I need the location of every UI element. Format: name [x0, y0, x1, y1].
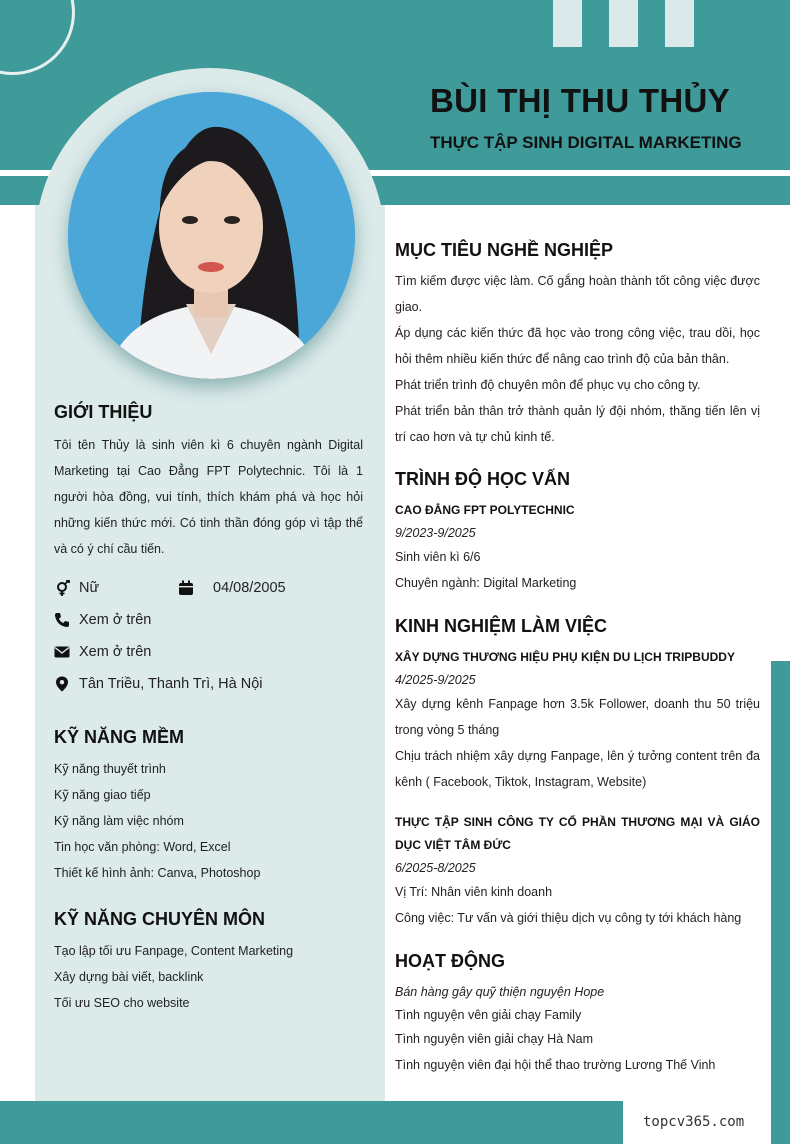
objective-paragraph: Áp dụng các kiến thức đã học vào trong công việc, trau dồi, học hỏi thêm nhiều kiến thức để nâng cao trình độ của bản thân.: [395, 326, 760, 366]
job-detail: Vị Trí: Nhân viên kinh doanh: [395, 885, 553, 899]
email-row: [54, 644, 151, 660]
phone-row: [54, 612, 151, 628]
birthday-value: 04/08/2005: [213, 580, 286, 596]
soft-skills-heading: KỸ NĂNG MỀM: [54, 727, 184, 747]
birthday-row: [178, 580, 286, 596]
phone-value: Xem ở trên: [79, 612, 152, 628]
list-item: Xây dựng bài viết, backlink: [54, 970, 204, 984]
job-period: 6/2025-8/2025: [395, 861, 476, 875]
phone-icon: [54, 612, 70, 628]
job-detail: Công việc: Tư vấn và giới thiệu dịch vụ công ty tới khách hàng: [395, 911, 742, 925]
profile-photo: [68, 92, 355, 379]
education-heading: TRÌNH ĐỘ HỌC VẤN: [395, 469, 570, 489]
education-period: 9/2023-9/2025: [395, 526, 476, 540]
education-line: Chuyên ngành: Digital Marketing: [395, 576, 577, 590]
right-accent-bar: [771, 661, 790, 1144]
job-detail: Chịu trách nhiệm xây dựng Fanpage, lên ý tưởng content trên đa kênh ( Facebook, Tiktok, Instagram, Website): [395, 749, 760, 789]
list-item: Tin học văn phòng: Word, Excel: [54, 840, 231, 854]
address-value: Tân Triều, Thanh Trì, Hà Nội: [79, 676, 263, 692]
experience-heading: KINH NGHIỆM LÀM VIỆC: [395, 616, 608, 636]
gender-icon: [54, 580, 70, 596]
intro-heading: GIỚI THIỆU: [54, 402, 153, 422]
gender-row: [54, 580, 99, 596]
education-line: Sinh viên kì 6/6: [395, 550, 481, 564]
soft-skills-list: [54, 756, 260, 886]
job-org: THỰC TẬP SINH CÔNG TY CỔ PHẦN THƯƠNG MẠI VÀ GIÁO DỤC VIỆT TÂM ĐỨC: [395, 815, 760, 852]
portrait-illustration: [68, 92, 355, 379]
job-detail: Xây dựng kênh Fanpage hơn 3.5k Follower, doanh thu 50 triệu trong vòng 5 tháng: [395, 697, 760, 737]
decorative-bar: [665, 0, 694, 47]
objective-paragraph: Tìm kiếm được việc làm. Cố gắng hoàn thành tốt công việc được giao.: [395, 274, 760, 314]
candidate-name: BÙI THỊ THU THỦY: [430, 82, 730, 119]
footer-band: [0, 1101, 623, 1144]
list-item: Tạo lập tối ưu Fanpage, Content Marketing: [54, 944, 294, 958]
job-org: XÂY DỰNG THƯƠNG HIỆU PHỤ KIỆN DU LỊCH TRIPBUDDY: [395, 650, 735, 664]
pro-skills-list: [54, 938, 293, 1016]
list-item: Tối ưu SEO cho website: [54, 996, 190, 1010]
pro-skills-heading: KỸ NĂNG CHUYÊN MÔN: [54, 909, 266, 929]
decorative-bar: [609, 0, 638, 47]
email-icon: [54, 644, 70, 660]
school-name: CAO ĐẲNG FPT POLYTECHNIC: [395, 503, 575, 517]
objective-heading: MỤC TIÊU NGHỀ NGHIỆP: [395, 240, 614, 260]
address-row: [54, 676, 262, 692]
activities-heading: HOẠT ĐỘNG: [395, 951, 505, 971]
activity-item: Tình nguyện vên giải chạy Family: [395, 1008, 582, 1022]
list-item: Thiết kế hình ảnh: Canva, Photoshop: [54, 866, 261, 880]
footer-watermark: topcv365.com: [643, 1114, 745, 1130]
location-pin-icon: [54, 676, 70, 692]
activity-item: Tình nguyện viên đại hội thể thao trường Lương Thế Vinh: [395, 1058, 716, 1072]
objective-paragraph: Phát triển trình độ chuyên môn để phục vụ cho công ty.: [395, 378, 701, 392]
gender-value: Nữ: [79, 580, 100, 596]
intro-text: Tôi tên Thủy là sinh viên kì 6 chuyên ngành Digital Marketing tại Cao Đẳng FPT Polytechnic. Tôi là 1 người hòa đồng, vui tính, thích khám phá và học hỏi những kiến thức mới. Có tinh thần đóng góp vì tập thể và có ý chí cầu tiến.: [54, 438, 363, 556]
list-item: Kỹ năng giao tiếp: [54, 788, 151, 802]
job-period: 4/2025-9/2025: [395, 673, 476, 687]
job-title: THỰC TẬP SINH DIGITAL MARKETING: [430, 133, 742, 152]
calendar-icon: [178, 580, 194, 596]
activity-item: Tình nguyện viên giải chạy Hà Nam: [395, 1032, 594, 1046]
decorative-bar: [553, 0, 582, 47]
list-item: Kỹ năng thuyết trình: [54, 762, 166, 776]
objective-paragraph: Phát triển bản thân trở thành quản lý đội nhóm, thăng tiến lên vị trí cao hơn và tự chủ kinh tế.: [395, 404, 760, 444]
activity-highlight: Bán hàng gây quỹ thiện nguyện Hope: [395, 985, 605, 999]
email-value: Xem ở trên: [79, 644, 152, 660]
list-item: Kỹ năng làm việc nhóm: [54, 814, 184, 828]
